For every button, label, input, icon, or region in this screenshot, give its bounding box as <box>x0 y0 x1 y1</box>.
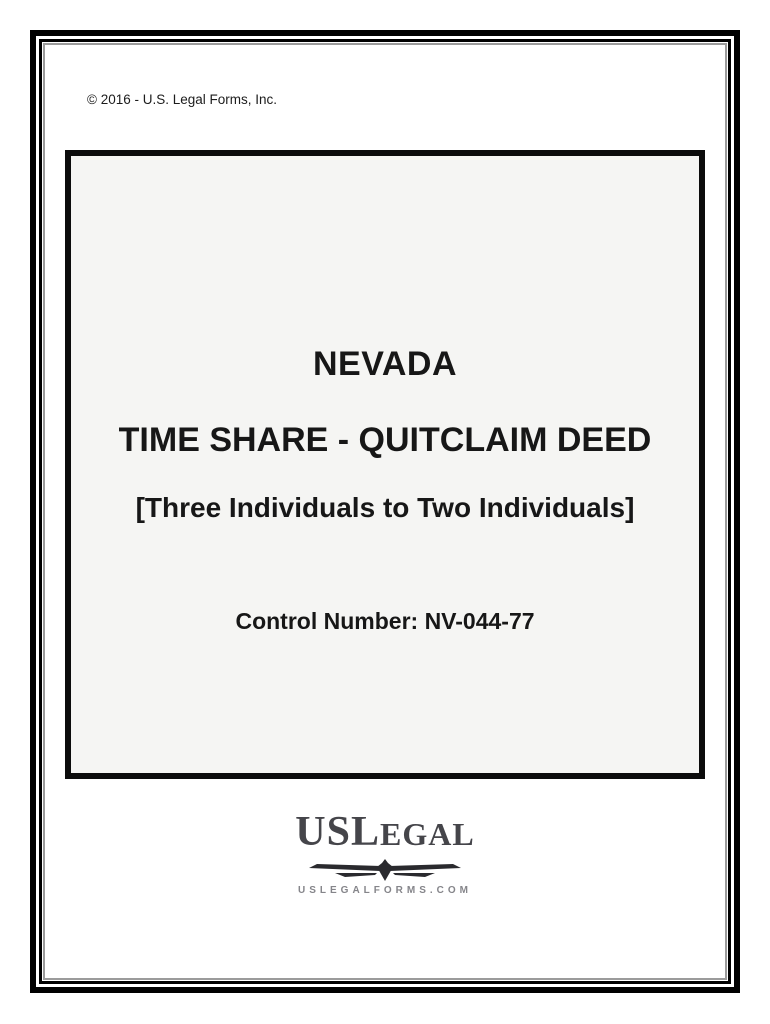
form-subtitle: [Three Individuals to Two Individuals] <box>135 492 635 523</box>
control-number: Control Number: NV-044-77 <box>235 608 535 634</box>
uslegal-website: USLEGALFORMS.COM <box>298 885 472 896</box>
uslegal-wordmark-small-letters: EGAL <box>380 816 475 852</box>
uslegal-wordmark <box>45 809 725 861</box>
uslegal-wordmark-large-letters: USL <box>295 809 380 855</box>
state-title: NEVADA <box>312 345 458 383</box>
page-frame-inner <box>43 43 727 980</box>
form-title: TIME SHARE - QUITCLAIM DEED <box>118 421 652 459</box>
copyright-notice: © 2016 - U.S. Legal Forms, Inc. <box>87 92 278 107</box>
title-box <box>65 150 705 779</box>
page-frame-middle <box>39 39 731 984</box>
page-content <box>45 45 725 978</box>
page-frame-outer <box>30 30 740 993</box>
eagle-wings-icon <box>307 859 463 883</box>
uslegal-logo <box>45 809 725 896</box>
